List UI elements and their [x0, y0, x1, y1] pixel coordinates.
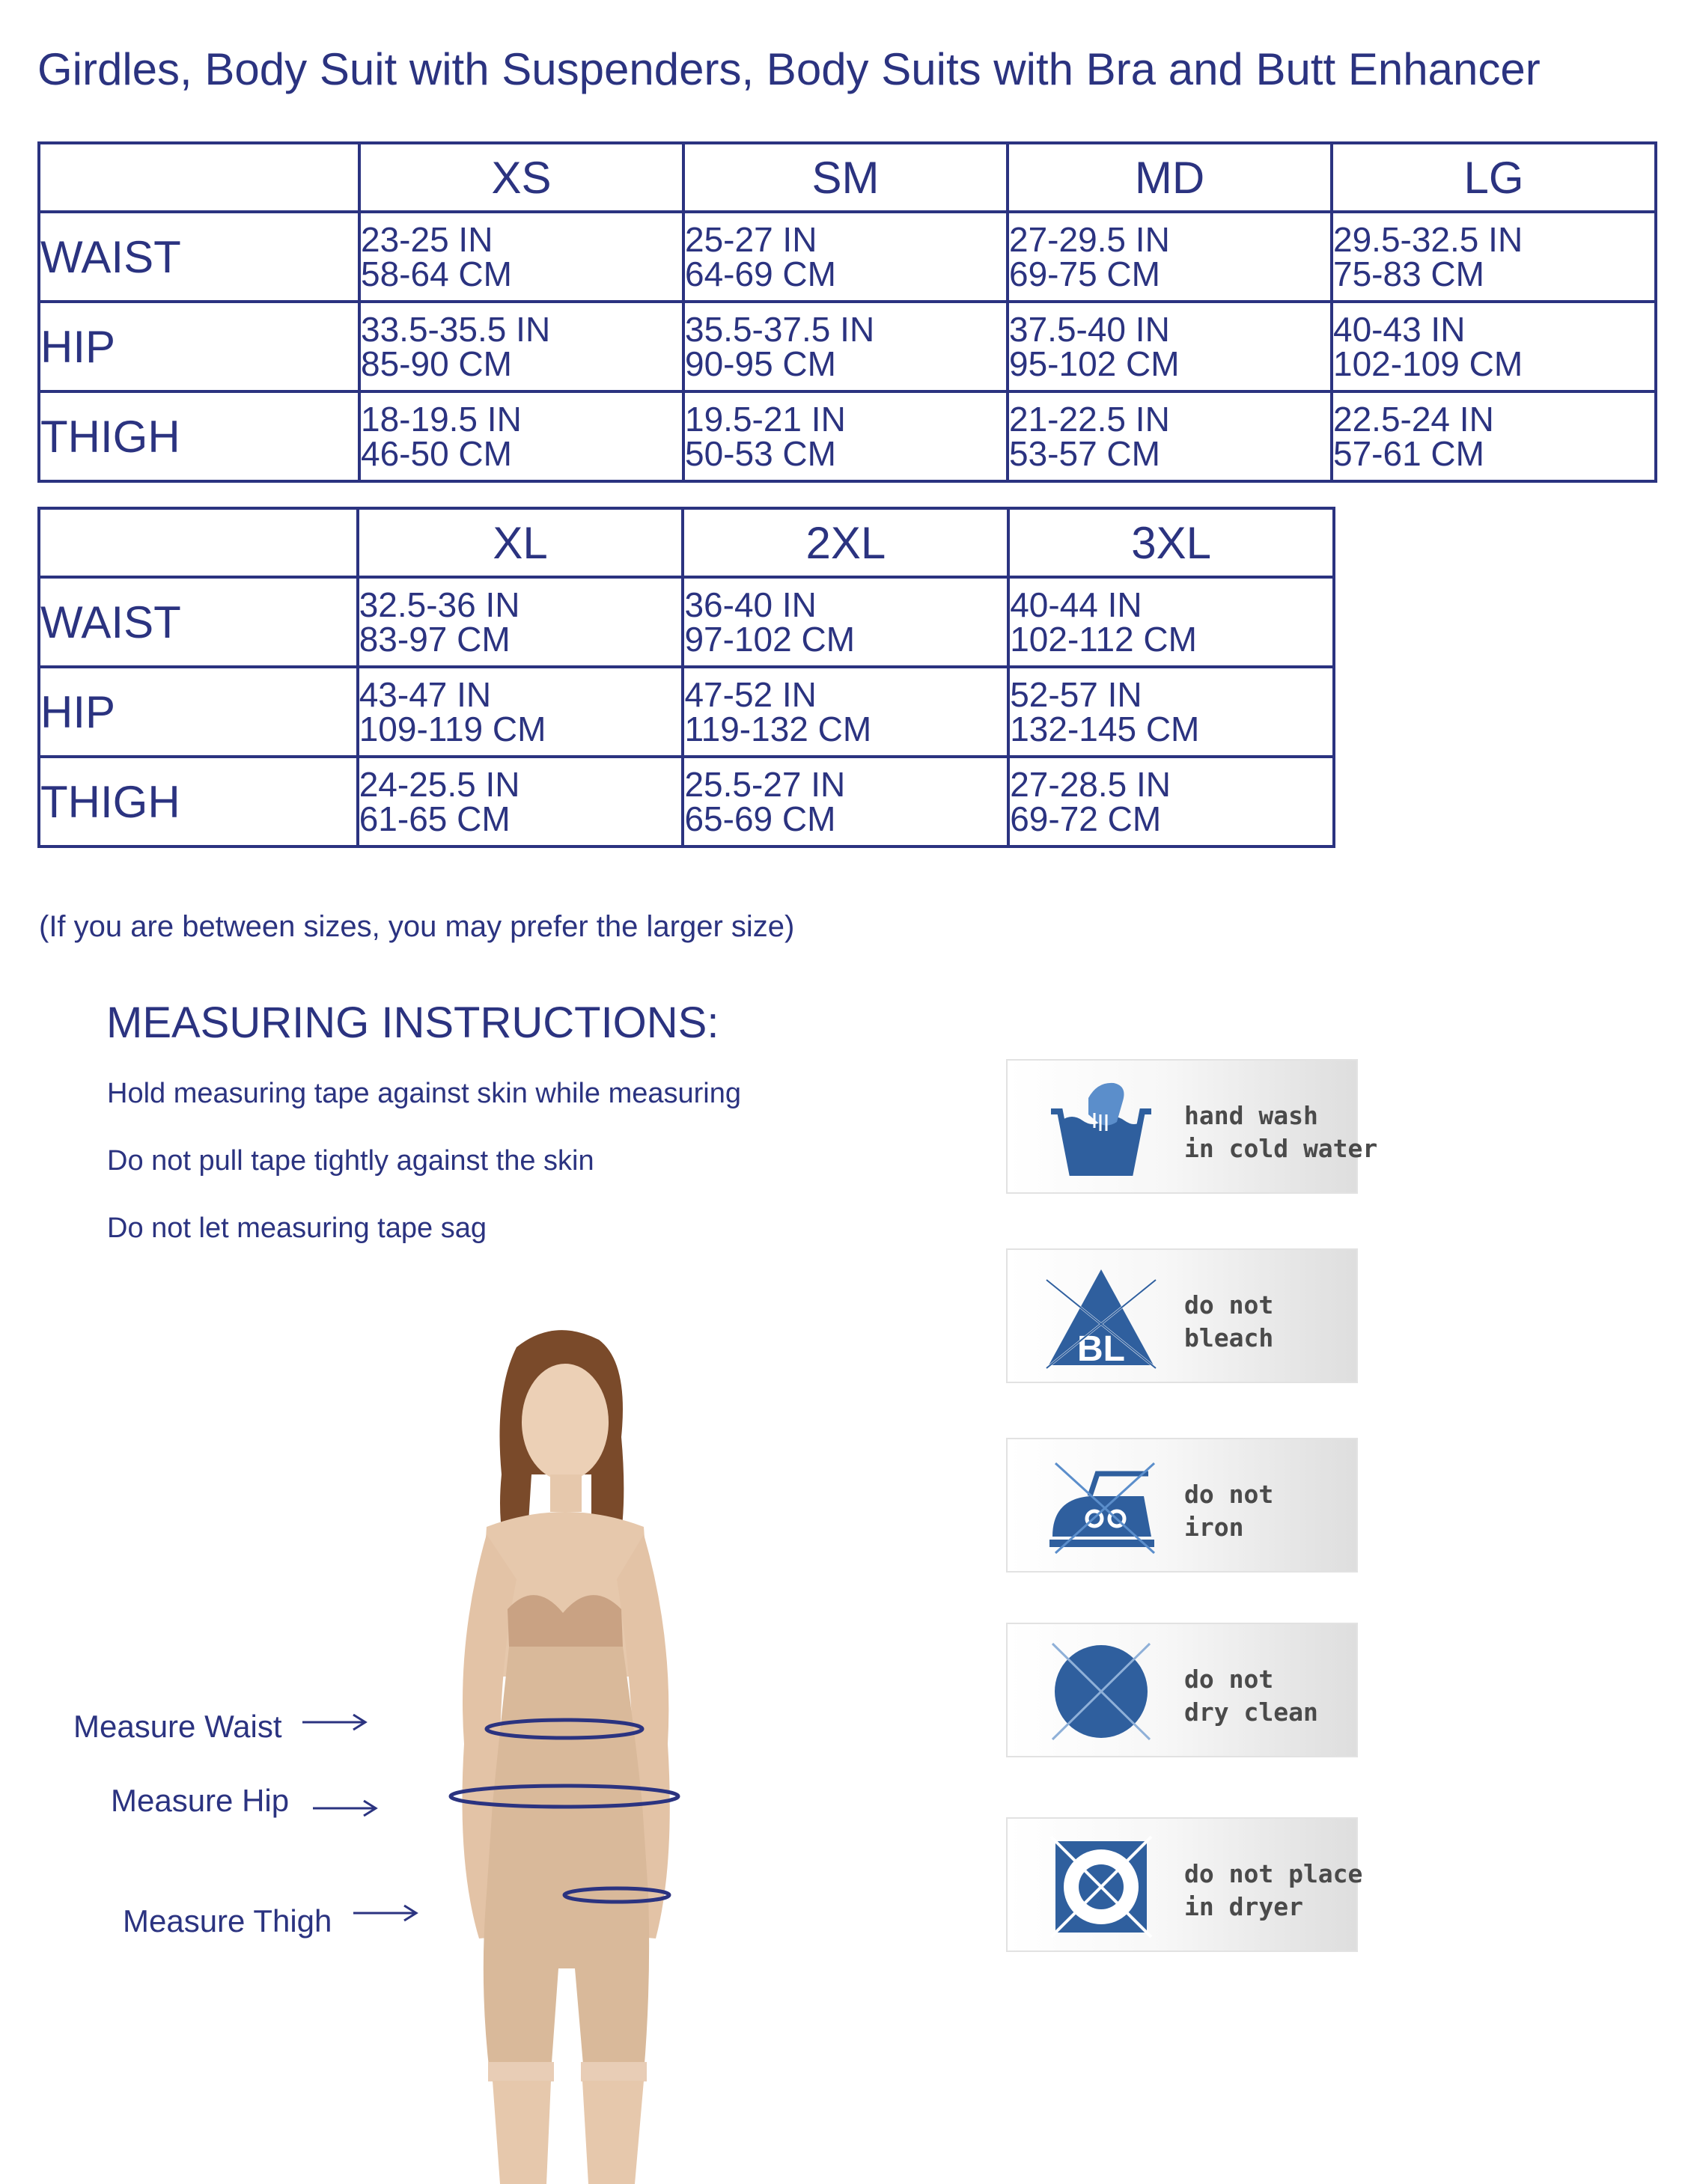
- table-cell: 22.5-24 IN 57-61 CM: [1332, 391, 1656, 481]
- table-cell: 43-47 IN 109-119 CM: [358, 667, 683, 757]
- table-cell: 36-40 IN 97-102 CM: [683, 577, 1008, 667]
- table-header-row: [39, 143, 1656, 212]
- size-chart-table-1: [37, 141, 1657, 483]
- row-label-thigh: THIGH: [39, 757, 358, 847]
- table-cell: 40-44 IN 102-112 CM: [1008, 577, 1334, 667]
- table-row: [39, 391, 1656, 481]
- care-label: do not bleach: [1184, 1290, 1274, 1352]
- head-shape: [522, 1364, 609, 1480]
- size-header: 2XL: [683, 508, 1008, 577]
- do-not-dry-clean-icon: [1045, 1639, 1157, 1744]
- size-chart-table-2: [37, 507, 1335, 848]
- table-cell: 47-52 IN 119-132 CM: [683, 667, 1008, 757]
- table-cell: 29.5-32.5 IN 75-83 CM: [1332, 212, 1656, 302]
- table-header-row: [39, 508, 1334, 577]
- row-label-waist: WAIST: [39, 577, 358, 667]
- arrow-right-icon: [311, 1795, 379, 1822]
- table-cell: 27-28.5 IN 69-72 CM: [1008, 757, 1334, 847]
- header-empty: [39, 143, 359, 212]
- table-row: [39, 757, 1334, 847]
- care-card-hand-wash: [1006, 1059, 1378, 1194]
- care-label: do not place in dryer: [1184, 1859, 1363, 1921]
- table-cell: 37.5-40 IN 95-102 CM: [1008, 302, 1332, 391]
- sizing-note: (If you are between sizes, you may prefer the larger size): [39, 910, 795, 943]
- table-cell: 25.5-27 IN 65-69 CM: [683, 757, 1008, 847]
- table-cell: 52-57 IN 132-145 CM: [1008, 667, 1334, 757]
- do-not-bleach-icon: [1045, 1265, 1157, 1370]
- table-row: [39, 577, 1334, 667]
- size-header: LG: [1332, 143, 1656, 212]
- model-figure: [404, 1325, 734, 2184]
- measure-waist-label: Measure Waist: [73, 1709, 282, 1744]
- table-cell: 23-25 IN 58-64 CM: [359, 212, 683, 302]
- care-label: hand wash in cold water: [1184, 1101, 1378, 1163]
- care-card-do-not-dry-clean: [1006, 1623, 1358, 1757]
- arrow-right-icon: [301, 1709, 368, 1736]
- header-empty: [39, 508, 358, 577]
- table-cell: 25-27 IN 64-69 CM: [683, 212, 1008, 302]
- row-label-hip: HIP: [39, 667, 358, 757]
- care-label: do not iron: [1184, 1480, 1274, 1542]
- table-cell: 21-22.5 IN 53-57 CM: [1008, 391, 1332, 481]
- page-title: Girdles, Body Suit with Suspenders, Body Suits with Bra and Butt Enhancer: [37, 44, 1541, 94]
- table-cell: 33.5-35.5 IN 85-90 CM: [359, 302, 683, 391]
- measure-hip-label: Measure Hip: [111, 1783, 290, 1818]
- instruction-item: Hold measuring tape against skin while measuring: [107, 1078, 742, 1109]
- table-cell: 35.5-37.5 IN 90-95 CM: [683, 302, 1008, 391]
- instruction-item: Do not pull tape tightly against the skin: [107, 1145, 594, 1177]
- size-header: XS: [359, 143, 683, 212]
- size-header: SM: [683, 143, 1008, 212]
- hand-wash-icon: [1045, 1076, 1157, 1180]
- table-cell: 19.5-21 IN 50-53 CM: [683, 391, 1008, 481]
- do-not-iron-icon: [1045, 1454, 1157, 1559]
- instruction-item: Do not let measuring tape sag: [107, 1213, 487, 1244]
- table-row: [39, 667, 1334, 757]
- care-card-do-not-tumble-dry: [1006, 1817, 1363, 1952]
- row-label-waist: WAIST: [39, 212, 359, 302]
- row-label-thigh: THIGH: [39, 391, 359, 481]
- measure-thigh-label: Measure Thigh: [123, 1903, 332, 1939]
- do-not-tumble-dry-icon: [1045, 1834, 1157, 1939]
- care-card-do-not-bleach: [1006, 1248, 1358, 1383]
- table-cell: 40-43 IN 102-109 CM: [1332, 302, 1656, 391]
- svg-text:BL: BL: [1077, 1329, 1125, 1369]
- table-cell: 18-19.5 IN 46-50 CM: [359, 391, 683, 481]
- table-cell: 32.5-36 IN 83-97 CM: [358, 577, 683, 667]
- care-label: do not dry clean: [1184, 1665, 1318, 1727]
- instructions-heading: MEASURING INSTRUCTIONS:: [106, 998, 719, 1047]
- table-cell: 27-29.5 IN 69-75 CM: [1008, 212, 1332, 302]
- size-header: XL: [358, 508, 683, 577]
- table-row: [39, 212, 1656, 302]
- size-header: 3XL: [1008, 508, 1334, 577]
- table-cell: 24-25.5 IN 61-65 CM: [358, 757, 683, 847]
- care-card-do-not-iron: [1006, 1438, 1358, 1573]
- table-row: [39, 302, 1656, 391]
- size-header: MD: [1008, 143, 1332, 212]
- row-label-hip: HIP: [39, 302, 359, 391]
